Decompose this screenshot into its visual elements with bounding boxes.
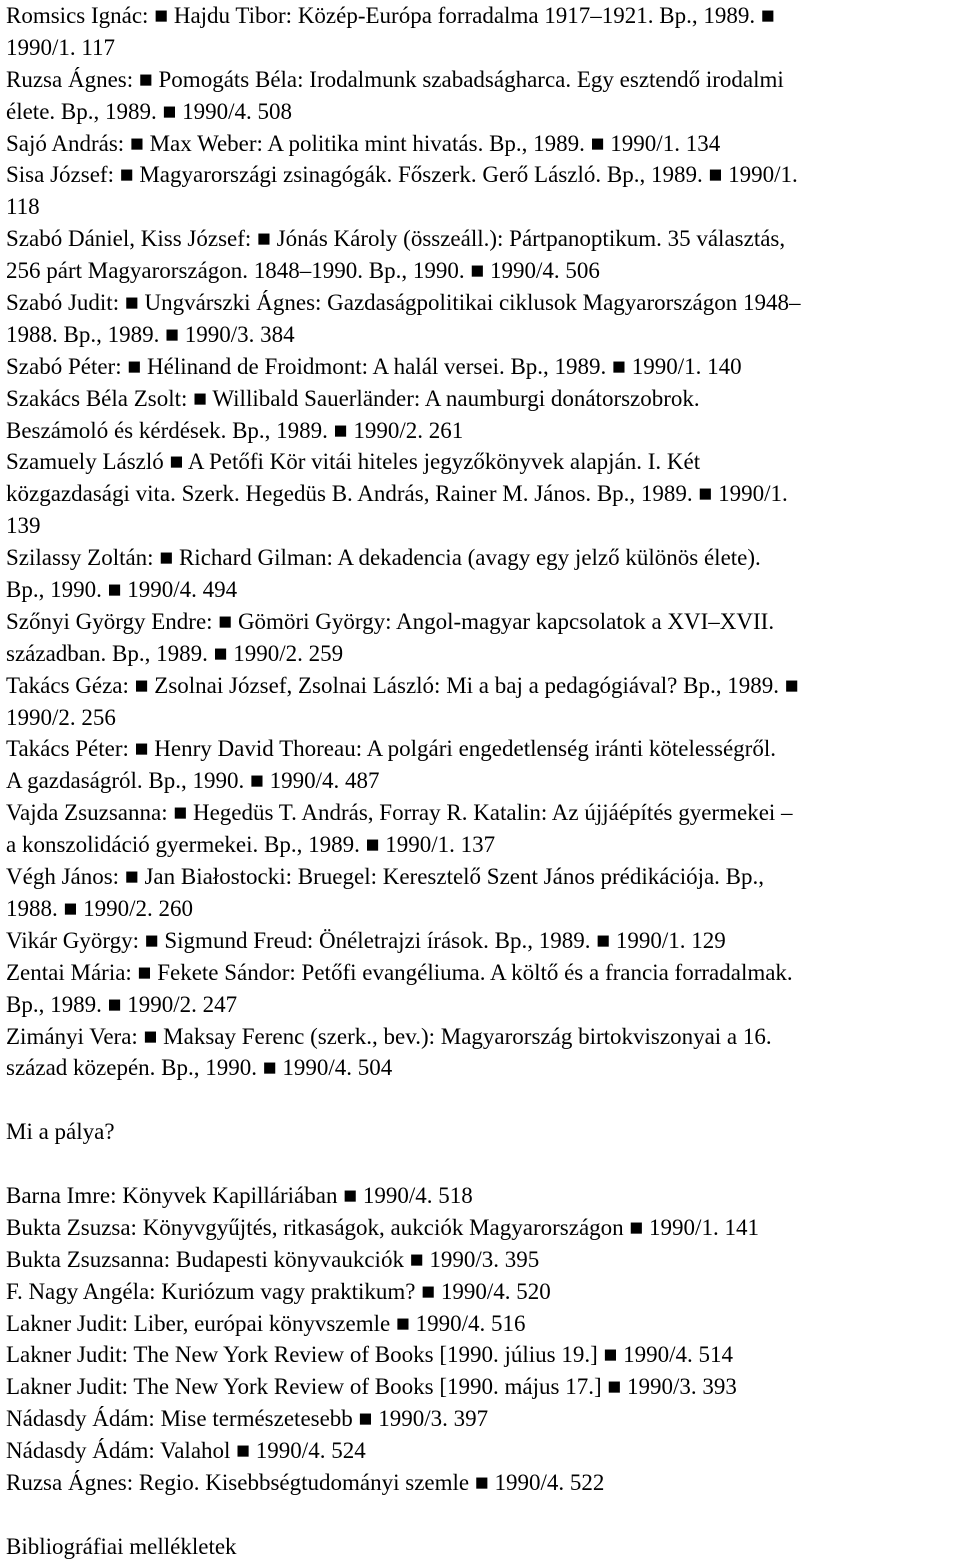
entry-line: Bp., 1990. ■ 1990/4. 494 <box>6 577 238 603</box>
entry-line: 1990/2. 256 <box>6 704 116 730</box>
bibliography-entry <box>6 64 956 128</box>
section-entry: Lakner Judit: The New York Review of Books [1990. július 19.] ■ 1990/4. 514 <box>6 1342 734 1368</box>
bibliography-entry <box>6 128 956 160</box>
section-entry: Nádasdy Ádám: Mise természetesebb ■ 1990/3. 397 <box>6 1406 489 1432</box>
entry-line: 1988. Bp., 1989. ■ 1990/3. 384 <box>6 321 295 347</box>
bibliography-entry <box>6 446 956 542</box>
entry-line: Takács Géza: ■ Zsolnai József, Zsolnai László: Mi a baj a pedagógiával? Bp., 1989. ■ <box>6 672 799 698</box>
entry-line: században. Bp., 1989. ■ 1990/2. 259 <box>6 640 344 666</box>
entry-line: 1990/1. 117 <box>6 34 116 60</box>
section-entry: Lakner Judit: The New York Review of Books [1990. május 17.] ■ 1990/3. 393 <box>6 1374 737 1400</box>
entry-line: Szakács Béla Zsolt: ■ Willibald Sauerländer: A naumburgi donátorszobrok. <box>6 385 700 411</box>
entry-line: század közepén. Bp., 1990. ■ 1990/4. 504 <box>6 1055 393 1081</box>
bibliography-entry <box>6 797 956 861</box>
entry-line: 139 <box>6 513 41 539</box>
entry-line: Szilassy Zoltán: ■ Richard Gilman: A dekadencia (avagy egy jelző különös élete). <box>6 545 761 571</box>
bibliography-entry <box>6 957 956 1021</box>
bibliography-entry <box>6 351 956 383</box>
entry-line: Szabó Judit: ■ Ungvárszki Ágnes: Gazdaságpolitikai ciklusok Magyarországon 1948– <box>6 290 801 316</box>
entry-line: Zimányi Vera: ■ Maksay Ferenc (szerk., bev.): Magyarország birtokviszonyai a 16. <box>6 1023 772 1049</box>
entry-line: közgazdasági vita. Szerk. Hegedüs B. András, Rainer M. János. Bp., 1989. ■ 1990/1. <box>6 481 788 507</box>
entry-line: Végh János: ■ Jan Białostocki: Bruegel: Keresztelő Szent János prédikációja. Bp., <box>6 864 765 890</box>
entry-line: 1988. ■ 1990/2. 260 <box>6 895 194 921</box>
entry-line: Szőnyi György Endre: ■ Gömöri György: Angol-magyar kapcsolatok a XVI–XVII. <box>6 608 775 634</box>
entry-line: Bp., 1989. ■ 1990/2. 247 <box>6 991 238 1017</box>
entry-line: Takács Péter: ■ Henry David Thoreau: A polgári engedetlenség iránti kötelességről. <box>6 736 776 762</box>
entry-line: a konszolidáció gyermekei. Bp., 1989. ■ 1990/1. 137 <box>6 832 496 858</box>
entry-line: Romsics Ignác: ■ Hajdu Tibor: Közép-Európa forradalma 1917–1921. Bp., 1989. ■ <box>6 3 775 28</box>
bibliography-entry <box>6 925 956 957</box>
entry-line: 118 <box>6 194 40 220</box>
entry-line: Sajó András: ■ Max Weber: A politika mint hivatás. Bp., 1989. ■ 1990/1. 134 <box>6 130 721 156</box>
bibliography-entry <box>6 670 956 734</box>
section-entries <box>6 1180 956 1499</box>
bibliography-entry <box>6 542 956 606</box>
entry-line: 256 párt Magyarországon. 1848–1990. Bp., 1990. ■ 1990/4. 506 <box>6 258 600 284</box>
bibliography-entry <box>6 861 956 925</box>
section-entry: Lakner Judit: Liber, európai könyvszemle ■ 1990/4. 516 <box>6 1310 526 1336</box>
spacer <box>6 1499 956 1531</box>
entry-line: Szabó Péter: ■ Hélinand de Froidmont: A halál versei. Bp., 1989. ■ 1990/1. 140 <box>6 353 742 379</box>
bibliography-entry <box>6 383 956 447</box>
entry-line: Zentai Mária: ■ Fekete Sándor: Petőfi evangéliuma. A költő és a francia forradalmak. <box>6 959 793 985</box>
bibliography-entry <box>6 1021 956 1085</box>
spacer <box>6 1084 956 1116</box>
section-heading: Mi a pálya? <box>6 1119 115 1145</box>
entry-line: Ruzsa Ágnes: ■ Pomogáts Béla: Irodalmunk szabadságharca. Egy esztendő irodalmi <box>6 66 784 92</box>
bibliography-entry <box>6 159 956 223</box>
bibliography-entry <box>6 0 956 64</box>
bibliography-entry <box>6 733 956 797</box>
entry-line: Vikár György: ■ Sigmund Freud: Önéletrajzi írások. Bp., 1989. ■ 1990/1. 129 <box>6 927 726 953</box>
bibliography-entry <box>6 606 956 670</box>
entry-line: Sisa József: ■ Magyarországi zsinagógák. Főszerk. Gerő László. Bp., 1989. ■ 1990/1. <box>6 162 798 188</box>
spacer <box>6 1148 956 1180</box>
entry-line: Szabó Dániel, Kiss József: ■ Jónás Károly (összeáll.): Pártpanoptikum. 35 választás, <box>6 226 786 252</box>
section-entry: F. Nagy Angéla: Kuriózum vagy praktikum? ■ 1990/4. 520 <box>6 1278 551 1304</box>
bibliography-entries <box>6 0 956 1084</box>
bibliography-page <box>6 0 956 1563</box>
section-entry: Bukta Zsuzsanna: Budapesti könyvaukciók ■ 1990/3. 395 <box>6 1246 540 1272</box>
section-entry: Barna Imre: Könyvek Kapilláriában ■ 1990/4. 518 <box>6 1182 473 1208</box>
section-entry: Bukta Zsuzsa: Könyvgyűjtés, ritkaságok, aukciók Magyarországon ■ 1990/1. 141 <box>6 1214 759 1240</box>
section-entry: Nádasdy Ádám: Valahol ■ 1990/4. 524 <box>6 1438 366 1464</box>
entry-line: A gazdaságról. Bp., 1990. ■ 1990/4. 487 <box>6 768 380 794</box>
bibliography-entry <box>6 223 956 287</box>
entry-line: Szamuely László ■ A Petőfi Kör vitái hiteles jegyzőkönyvek alapján. I. Két <box>6 449 701 475</box>
entry-line: Vajda Zsuzsanna: ■ Hegedüs T. András, Forray R. Katalin: Az újjáépítés gyermekei – <box>6 800 793 826</box>
section-entry: Ruzsa Ágnes: Regio. Kisebbségtudományi szemle ■ 1990/4. 522 <box>6 1469 605 1495</box>
bibliography-entry <box>6 287 956 351</box>
entry-line: Beszámoló és kérdések. Bp., 1989. ■ 1990/2. 261 <box>6 417 464 443</box>
footer-title: Bibliográfiai mellékletek <box>6 1533 237 1559</box>
entry-line: élete. Bp., 1989. ■ 1990/4. 508 <box>6 98 293 124</box>
